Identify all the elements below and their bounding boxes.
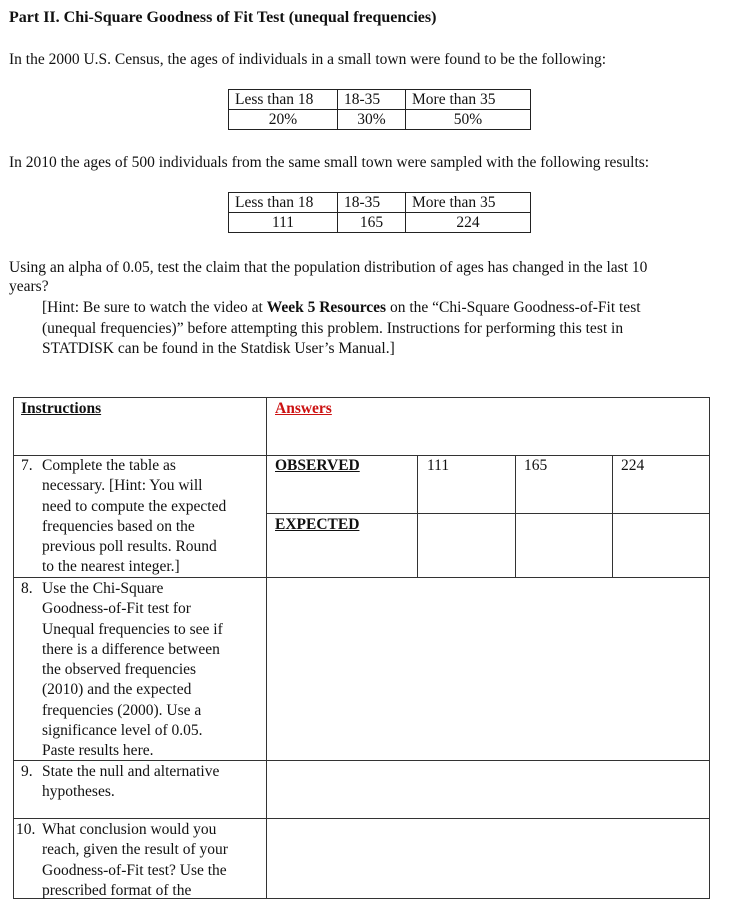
observed-value-18-35: 165 — [524, 457, 548, 474]
table-cell: 50% — [406, 110, 531, 130]
answer-area-8[interactable] — [267, 578, 708, 759]
question-line-2: years? — [9, 278, 49, 295]
census-2000-table — [228, 89, 531, 130]
observed-value-under-18: 111 — [427, 457, 450, 474]
table-cell: 111 — [229, 213, 338, 233]
hint-block — [42, 298, 742, 360]
table-header-cell: More than 35 — [406, 90, 531, 110]
table-header-cell: More than 35 — [406, 193, 531, 213]
intro-2000-text: In the 2000 U.S. Census, the ages of individuals in a small town were found to be the following: — [9, 51, 607, 68]
sample-2010-table — [228, 192, 531, 233]
page-title: Part II. Chi-Square Goodness of Fit Test (unequal frequencies) — [9, 9, 437, 26]
table-header-cell: Less than 18 — [229, 90, 338, 110]
table-cell: 165 — [338, 213, 406, 233]
instructions-header: Instructions — [21, 400, 102, 417]
hint-line-1: [Hint: Be sure to watch the video at Week 5 Resources on the “Chi-Square Goodness-of-Fit test — [42, 299, 641, 316]
observed-label: OBSERVED — [275, 457, 360, 474]
question-line-1: Using an alpha of 0.05, test the claim that the population distribution of ages has changed in the last 10 — [9, 259, 648, 276]
expected-label: EXPECTED — [275, 516, 360, 533]
table-cell: 30% — [338, 110, 406, 130]
answer-area-9[interactable] — [267, 761, 708, 817]
hint-line-2: (unequal frequencies)” before attempting this problem. Instructions for performing this test in — [42, 319, 624, 337]
answer-area-10[interactable] — [267, 819, 708, 897]
week-5-resources-link-text: Week 5 Resources — [266, 299, 387, 316]
table-cell: 224 — [406, 213, 531, 233]
intro-2010-text: In 2010 the ages of 500 individuals from the same small town were sampled with the following results: — [9, 154, 650, 171]
hint-line-3: STATDISK can be found in the Statdisk User’s Manual.] — [42, 340, 395, 357]
table-cell: 20% — [229, 110, 338, 130]
expected-input-18-35[interactable] — [516, 514, 611, 576]
answers-header: Answers — [275, 400, 332, 417]
expected-input-over-35[interactable] — [613, 514, 708, 576]
table-header-cell: Less than 18 — [229, 193, 338, 213]
table-header-cell: 18-35 — [338, 90, 406, 110]
table-header-cell: 18-35 — [338, 193, 406, 213]
observed-value-over-35: 224 — [621, 457, 645, 474]
expected-input-under-18[interactable] — [418, 514, 514, 576]
